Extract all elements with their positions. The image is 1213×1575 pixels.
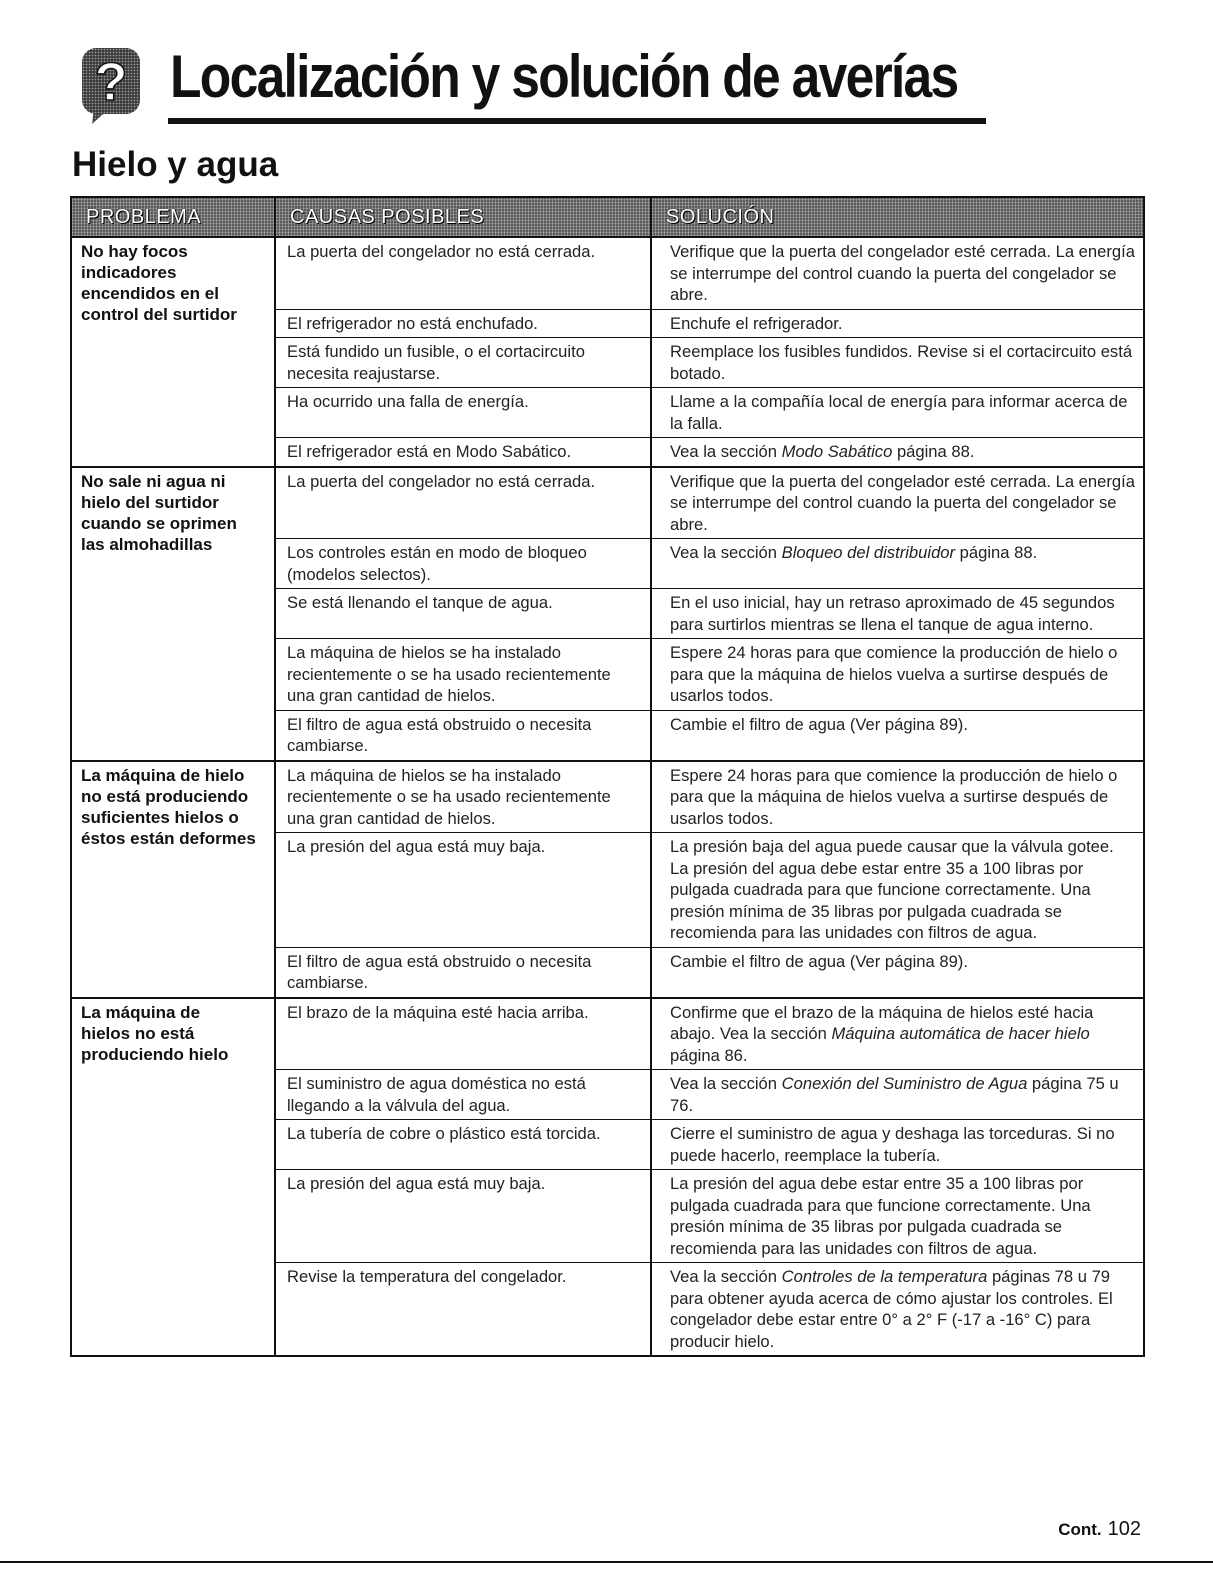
- cause-cell: El refrigerador no está enchufado.: [275, 309, 651, 338]
- section-reference: Bloqueo del distribuidor: [781, 543, 956, 562]
- page-title: Localización y solución de averías: [170, 43, 958, 110]
- cause-cell: Está fundido un fusible, o el cortacircuito necesita reajustarse.: [275, 338, 651, 388]
- header-solution: SOLUCIÓN: [651, 197, 1144, 237]
- cause-cell: Revise la temperatura del congelador.: [275, 1263, 651, 1357]
- solution-text: Vea la sección: [670, 543, 782, 562]
- cause-cell: El suministro de agua doméstica no está llegando a la válvula del agua.: [275, 1070, 651, 1120]
- table-row: [71, 998, 1144, 1070]
- table-row: [71, 467, 1144, 539]
- cause-cell: La puerta del congelador no está cerrada.: [275, 467, 651, 539]
- cause-cell: El refrigerador está en Modo Sabático.: [275, 438, 651, 467]
- section-reference: Modo Sabático: [781, 442, 893, 461]
- cause-cell: La máquina de hielos se ha instalado recientemente o se ha usado recientemente una gran cantidad de hielos.: [275, 639, 651, 711]
- solution-text: Confirme que el brazo de la máquina de hielos esté hacia abajo. Vea la sección: [670, 1002, 1094, 1043]
- table-row: [71, 237, 1144, 309]
- solution-cell: Cambie el filtro de agua (Ver página 89).: [651, 710, 1144, 761]
- page-number: 102: [1107, 1518, 1141, 1540]
- problem-cell: La máquina de hielo no está produciendo suficientes hielos o éstos están deformes: [71, 761, 275, 998]
- solution-cell: [651, 438, 1144, 467]
- solution-cell: Enchufe el refrigerador.: [651, 309, 1144, 338]
- solution-cell: Verifique que la puerta del congelador esté cerrada. La energía se interrumpe del control cuando la puerta del congelador se abre.: [651, 467, 1144, 539]
- solution-text: página 88.: [955, 543, 1038, 562]
- cause-cell: Se está llenando el tanque de agua.: [275, 589, 651, 639]
- solution-text: páginas 78 u 79 para obtener ayuda acerca de cómo ajustar los controles. El congelador debe estar entre 0° a 2° F (-17 a -16° C) para producir hielo.: [670, 1267, 1113, 1351]
- problem-cell: La máquina de hielos no está produciendo hielo: [71, 998, 275, 1357]
- solution-cell: En el uso inicial, hay un retraso aproximado de 45 segundos para surtirlos mientras se llena el tanque de agua interno.: [651, 589, 1144, 639]
- solution-text: Vea la sección: [670, 1267, 782, 1286]
- cause-cell: Los controles están en modo de bloqueo (modelos selectos).: [275, 539, 651, 589]
- solution-cell: La presión baja del agua puede causar que la válvula gotee. La presión del agua debe estar entre 35 a 100 libras por pulgada cuadrada para que funcione correctamente. Una presión mínima de 35 libras por pulgada cuadrada se recomienda para las unidades con filtros de agua.: [651, 833, 1144, 948]
- cause-cell: El filtro de agua está obstruido o necesita cambiarse.: [275, 947, 651, 998]
- cause-cell: El brazo de la máquina esté hacia arriba.: [275, 998, 651, 1070]
- cause-cell: Ha ocurrido una falla de energía.: [275, 388, 651, 438]
- solution-text: Vea la sección: [670, 442, 782, 461]
- page-header: [66, 28, 958, 128]
- solution-text: página 86.: [670, 1045, 748, 1065]
- solution-cell: Espere 24 horas para que comience la producción de hielo o para que la máquina de hielos vuelva a surtirse después de usarlos todos.: [651, 639, 1144, 711]
- solution-text: página 88.: [892, 442, 975, 461]
- troubleshooting-table: [70, 196, 1145, 1357]
- solution-cell: Espere 24 horas para que comience la producción de hielo o para que la máquina de hielos vuelva a surtirse después de usarlos todos.: [651, 761, 1144, 833]
- continued-label: Cont.: [1058, 1520, 1102, 1539]
- title-underline: [168, 118, 986, 124]
- cause-cell: La presión del agua está muy baja.: [275, 833, 651, 948]
- cause-cell: La máquina de hielos se ha instalado recientemente o se ha usado recientemente una gran cantidad de hielos.: [275, 761, 651, 833]
- svg-text:?: ?: [94, 52, 128, 112]
- solution-cell: [651, 1263, 1144, 1357]
- header-causes: CAUSAS POSIBLES: [275, 197, 651, 237]
- solution-cell: Reemplace los fusibles fundidos. Revise si el cortacircuito está botado.: [651, 338, 1144, 388]
- solution-cell: Llame a la compañía local de energía para informar acerca de la falla.: [651, 388, 1144, 438]
- solution-cell: Cambie el filtro de agua (Ver página 89).: [651, 947, 1144, 998]
- table-header-row: [71, 197, 1144, 237]
- table-row: [71, 761, 1144, 833]
- cause-cell: La tubería de cobre o plástico está torcida.: [275, 1120, 651, 1170]
- section-reference: Controles de la temperatura: [781, 1267, 988, 1286]
- solution-cell: Cierre el suministro de agua y deshaga las torceduras. Si no puede hacerlo, reemplace la tubería.: [651, 1120, 1144, 1170]
- solution-cell: [651, 998, 1144, 1070]
- problem-cell: No hay focos indicadores encendidos en el control del surtidor: [71, 237, 275, 467]
- solution-cell: [651, 539, 1144, 589]
- solution-text: página 75 u 76.: [670, 1074, 1119, 1115]
- cause-cell: La presión del agua está muy baja.: [275, 1170, 651, 1263]
- section-reference: Máquina automática de hacer hielo: [831, 1024, 1090, 1043]
- solution-text: Vea la sección: [670, 1074, 782, 1093]
- solution-cell: Verifique que la puerta del congelador esté cerrada. La energía se interrumpe del control cuando la puerta del congelador se abre.: [651, 237, 1144, 309]
- solution-cell: [651, 1070, 1144, 1120]
- section-reference: Conexión del Suministro de Agua: [781, 1074, 1028, 1093]
- cause-cell: El filtro de agua está obstruido o necesita cambiarse.: [275, 710, 651, 761]
- solution-cell: La presión del agua debe estar entre 35 a 100 libras por pulgada cuadrada para que funcione correctamente. Una presión mínima de 35 libras por pulgada cuadrada se recomienda para las unidades con filtros de agua.: [651, 1170, 1144, 1263]
- problem-cell: No sale ni agua ni hielo del surtidor cuando se oprimen las almohadillas: [71, 467, 275, 761]
- section-title: Hielo y agua: [72, 145, 279, 184]
- header-problem: PROBLEMA: [71, 197, 275, 237]
- bottom-rule: [0, 1561, 1213, 1563]
- cause-cell: La puerta del congelador no está cerrada.: [275, 237, 651, 309]
- page-footer: [1058, 1518, 1141, 1541]
- question-mark-icon: [82, 48, 140, 124]
